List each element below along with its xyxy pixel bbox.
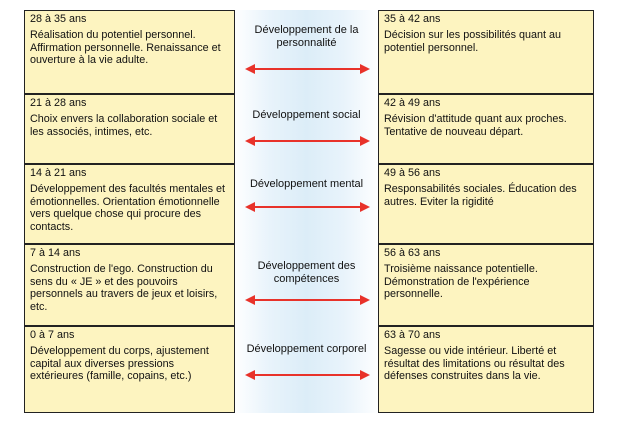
right-box-56-63 — [378, 244, 594, 326]
age-range: 0 à 7 ans — [30, 329, 75, 341]
stage-description: Décision sur les possibilités quant au potentiel personnel. — [384, 29, 562, 54]
age-range: 42 à 49 ans — [384, 97, 441, 109]
stage-description: Responsabilités sociales. Éducation des autres. Eviter la rigidité — [384, 183, 577, 208]
stage-label-body: Développement corporel — [246, 343, 367, 355]
stage-description: Sagesse ou vide intérieur. Liberté et résultat des limitations ou résultat des défenses construites dans la vie. — [384, 345, 565, 383]
age-range: 49 à 56 ans — [384, 167, 441, 179]
double-arrow-icon — [245, 63, 370, 75]
stage-description: Développement des facultés mentales et émotionnelles. Orientation émotionnelle vers quelque chose qui procure des contacts. — [30, 183, 226, 233]
stage-description: Construction de l'ego. Construction du sens du « JE » et des pouvoirs personnels au travers de jeux et loisirs, etc. — [30, 263, 218, 313]
double-arrow-icon — [245, 294, 370, 306]
stage-description: Choix envers la collaboration sociale et les associés, intimes, etc. — [30, 113, 218, 138]
right-box-63-70 — [378, 326, 594, 413]
left-box-21-28 — [24, 94, 235, 164]
left-box-7-14 — [24, 244, 235, 326]
age-range: 21 à 28 ans — [30, 97, 87, 109]
age-range: 56 à 63 ans — [384, 247, 441, 259]
left-box-14-21 — [24, 164, 235, 244]
age-range: 63 à 70 ans — [384, 329, 441, 341]
stage-label-personality: Développement de la personnalité — [254, 24, 359, 49]
double-arrow-icon — [245, 201, 370, 213]
stage-description: Réalisation du potentiel personnel. Affirmation personnelle. Renaissance et ouverture à la vie adulte. — [30, 29, 221, 67]
age-range: 35 à 42 ans — [384, 13, 441, 25]
right-box-42-49 — [378, 94, 594, 164]
right-box-49-56 — [378, 164, 594, 244]
stage-description: Révision d'attitude quant aux proches. Tentative de nouveau départ. — [384, 113, 567, 138]
right-box-35-42 — [378, 10, 594, 94]
stage-label-social: Développement social — [252, 109, 361, 121]
stage-description: Développement du corps, ajustement capital aux diverses pressions extérieures (famille, copains, etc.) — [30, 345, 209, 383]
left-box-28-35 — [24, 10, 235, 94]
double-arrow-icon — [245, 369, 370, 381]
left-box-0-7 — [24, 326, 235, 413]
double-arrow-icon — [245, 135, 370, 147]
stage-description: Troisième naissance potentielle. Démonstration de l'expérience personnelle. — [384, 263, 538, 301]
age-range: 28 à 35 ans — [30, 13, 87, 25]
age-range: 14 à 21 ans — [30, 167, 87, 179]
age-range: 7 à 14 ans — [30, 247, 81, 259]
stage-label-mental: Développement mental — [249, 178, 364, 190]
stage-label-skills: Développement des compétences — [257, 260, 356, 285]
